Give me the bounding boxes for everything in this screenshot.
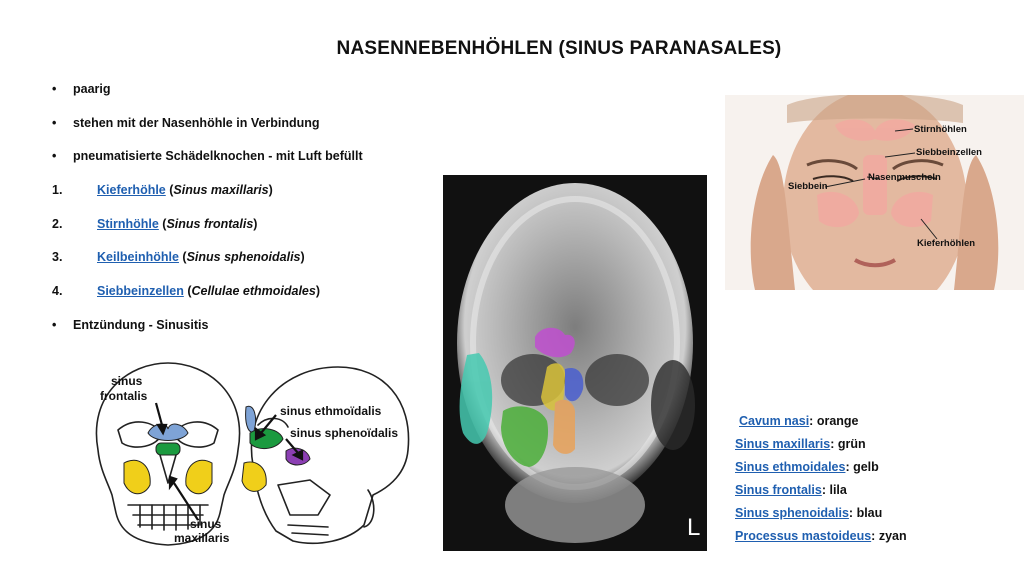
list-item-text <box>97 248 305 266</box>
paren-close: ) <box>300 250 305 265</box>
face-illustration <box>725 95 1024 290</box>
legend-color-name: lila <box>829 483 847 497</box>
label-kieferhoehlen: Kieferhöhlen <box>917 238 976 249</box>
label-arrows <box>156 403 302 520</box>
legend-color-name: gelb <box>853 460 879 474</box>
legend-color-name: blau <box>856 506 883 520</box>
latin-name: Sinus frontalis <box>166 216 254 231</box>
list-item <box>52 316 432 350</box>
legend-item: Processus mastoideus: zyan <box>735 529 907 543</box>
paren-open: ( <box>158 216 167 231</box>
maxillary-left <box>124 460 150 494</box>
maxillary-side <box>242 462 266 491</box>
label-sinus-ethmoidalis: sinus ethmoïdalis <box>280 404 382 418</box>
xray-side-marker: L <box>687 514 701 541</box>
latin-name: Cellulae ethmoidales <box>191 284 316 299</box>
list-item <box>52 215 432 249</box>
label-sinus-maxillaris-2: maxillaris <box>174 531 230 545</box>
link-processus-mastoideus[interactable]: Processus mastoideus <box>735 529 872 543</box>
maxillary-right <box>186 460 212 494</box>
list-item-text <box>97 215 257 233</box>
link-sinus-maxillaris[interactable]: Sinus maxillaris <box>735 437 831 451</box>
list-item <box>52 282 432 316</box>
latin-name: Sinus maxillaris <box>173 183 269 198</box>
legend-color-name: zyan <box>878 529 907 543</box>
list-item <box>52 248 432 282</box>
paren-close: ) <box>315 284 321 299</box>
link-sinus-sphenoidalis[interactable]: Sinus sphenoidalis <box>735 506 849 520</box>
link-cavum-nasi[interactable]: Cavum nasi <box>739 414 810 428</box>
label-sinus-maxillaris-1: sinus <box>190 517 222 531</box>
legend-item: Sinus ethmoidales: gelb <box>735 460 879 474</box>
number-marker: 2. <box>52 216 63 231</box>
bullet-list <box>52 80 432 350</box>
link-sinus-frontalis[interactable]: Sinus frontalis <box>735 483 822 497</box>
bullet-marker: • <box>52 115 57 130</box>
legend-item: Sinus maxillaris: grün <box>735 437 866 451</box>
number-marker: 4. <box>52 284 63 299</box>
frontal-sinus-front <box>148 424 188 440</box>
list-item <box>52 147 432 181</box>
cavum-nasi-overlay <box>553 400 575 454</box>
label-sinus-sphenoidalis: sinus sphenoïdalis <box>290 426 399 440</box>
latin-name: Sinus sphenoidalis <box>186 250 301 265</box>
skull-illustration <box>78 355 423 555</box>
label-nasenmuscheln: Nasenmuscheln <box>868 172 941 183</box>
ethmoid-front <box>156 443 180 455</box>
bullet-marker: • <box>52 149 57 164</box>
legend-item: Sinus frontalis: lila <box>735 483 847 497</box>
list-item <box>52 181 432 215</box>
color-legend <box>735 410 907 548</box>
label-sinus-frontalis-1: sinus <box>111 374 143 388</box>
bullet-marker: • <box>52 82 57 96</box>
link-siebbeinzellen[interactable]: Siebbeinzellen <box>97 284 184 299</box>
list-item <box>52 114 432 148</box>
label-stirnhoehlen: Stirnhöhlen <box>914 124 967 135</box>
list-item-text: paarig <box>73 82 111 96</box>
bullet-marker: • <box>52 317 57 332</box>
label-siebbein: Siebbein <box>788 181 828 192</box>
label-sinus-frontalis-2: frontalis <box>100 389 148 403</box>
link-stirnhoehle[interactable]: Stirnhöhle <box>97 216 159 231</box>
legend-color-name: grün <box>837 437 866 451</box>
legend-color-name: orange <box>816 414 859 428</box>
paren-close: ) <box>253 216 258 231</box>
list-item-text <box>97 282 320 300</box>
link-kieferhoehle[interactable]: Kieferhöhle <box>97 183 166 198</box>
legend-item: Cavum nasi: orange <box>739 414 859 428</box>
number-marker: 1. <box>52 183 63 198</box>
paren-close: ) <box>268 183 273 198</box>
label-siebbeinzellen: Siebbeinzellen <box>916 147 982 158</box>
legend-item: Sinus sphenoidalis: blau <box>735 506 883 520</box>
paren-open: ( <box>165 183 174 198</box>
frontal-sinus-side <box>246 406 256 432</box>
sinus-regions <box>124 406 310 493</box>
list-item-text: stehen mit der Nasenhöhle in Verbindung <box>73 115 320 130</box>
link-sinus-ethmoidales[interactable]: Sinus ethmoidales <box>735 460 846 474</box>
list-item-text: Entzündung - Sinusitis <box>73 317 209 332</box>
paren-open: ( <box>183 284 192 299</box>
paren-open: ( <box>178 250 187 265</box>
list-item-text <box>97 181 273 199</box>
xray-image <box>443 175 707 551</box>
list-item-text: pneumatisierte Schädelknochen - mit Luft befüllt <box>73 149 363 164</box>
number-marker: 3. <box>52 250 63 265</box>
list-item <box>52 80 432 114</box>
link-keilbeinhoehle[interactable]: Keilbeinhöhle <box>97 250 179 265</box>
page-title: NASENNEBENHÖHLEN (SINUS PARANASALES) <box>336 38 782 59</box>
